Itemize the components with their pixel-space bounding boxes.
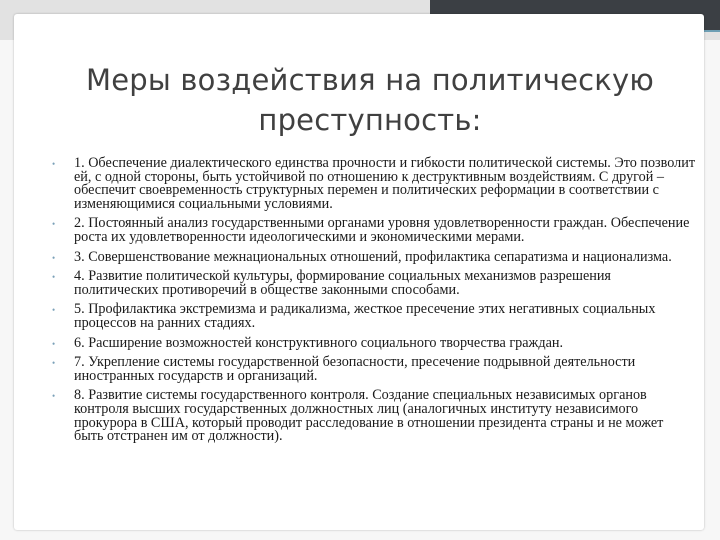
title-line-1: Меры воздействия на политическую: [85, 63, 654, 97]
title-line-2: преступность:: [258, 103, 482, 137]
bullet-text: 1. Обеспечение диалектического единства прочности и гибкости политической системы. Это позволит ей, с одной стороны, быть устойчивой по отношению к деструктивным воздействиям. С другой – обеспечит своевременность структурных перемен и политических реформации в соответствии с изменяющимися социальными условиями.: [74, 155, 696, 212]
bullet-item-6: [50, 334, 696, 351]
bullet-marker: •: [52, 338, 56, 349]
slide-title: [60, 60, 680, 140]
bullet-item-3: [50, 248, 696, 265]
bullet-marker: •: [52, 272, 56, 283]
bullet-marker: •: [52, 391, 56, 402]
bullet-list: [50, 157, 696, 450]
bullet-marker: •: [52, 305, 56, 316]
bullet-text: 2. Постоянный анализ государственными органами уровня удовлетворенности граждан. Обеспечение роста их удовлетворенности идеологическими и экономическими мерами.: [74, 215, 690, 245]
bullet-text: 6. Расширение возможностей конструктивного социального творчества граждан.: [74, 334, 564, 351]
bullet-text: 7. Укрепление системы государственной безопасности, пресечение подрывной деятельности иностранных государств и организаций.: [74, 354, 636, 384]
bullet-text: 4. Развитие политической культуры, формирование социальных механизмов разрешения политических противоречий в обществе законными способами.: [74, 268, 611, 298]
bullet-item-7: [50, 356, 696, 383]
bullet-marker: •: [52, 358, 56, 369]
bullet-marker: •: [52, 159, 56, 169]
bullet-item-5: [50, 303, 696, 330]
bullet-marker: •: [52, 219, 56, 230]
bullet-item-2: [50, 217, 696, 244]
bullet-text: 3. Совершенствование межнациональных отношений, профилактика сепаратизма и национализма.: [74, 248, 672, 265]
bullet-item-8: [50, 389, 696, 443]
bullet-text: 5. Профилактика экстремизма и радикализма, жесткое пресечение этих негативных социальных процессов на ранних стадиях.: [74, 301, 656, 331]
bullet-marker: •: [52, 252, 56, 263]
bullet-text: 8. Развитие системы государственного контроля. Создание специальных независимых органов контроля высших государственных должностных лиц (аналогичных институту независимого прокурора в США, который проводит расследование в отношении президента страны и не может быть отстранен им от должности).: [74, 387, 664, 445]
bullet-item-4: [50, 270, 696, 297]
bullet-item-1: [50, 157, 696, 211]
